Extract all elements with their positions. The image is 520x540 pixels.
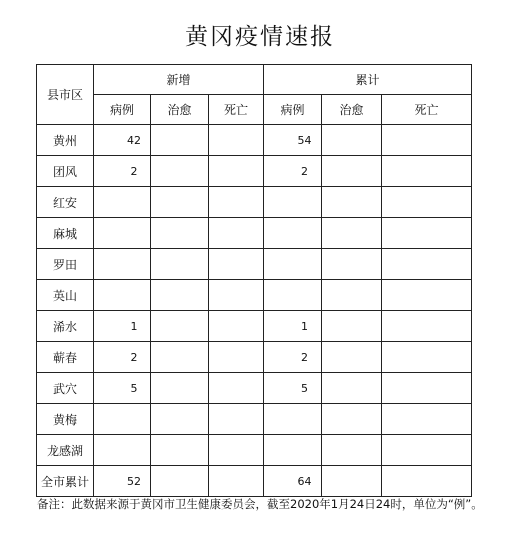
value-cell bbox=[209, 342, 264, 373]
value-cell bbox=[322, 280, 382, 311]
district-name-cell: 浠水 bbox=[37, 311, 94, 342]
value-cell: 2 bbox=[264, 342, 322, 373]
value-cell: 2 bbox=[94, 156, 151, 187]
value-cell bbox=[151, 342, 209, 373]
value-cell bbox=[209, 218, 264, 249]
value-cell bbox=[382, 125, 472, 156]
district-name-cell: 英山 bbox=[37, 280, 94, 311]
value-cell bbox=[151, 311, 209, 342]
value-cell bbox=[209, 280, 264, 311]
value-cell bbox=[209, 373, 264, 404]
value-cell bbox=[322, 311, 382, 342]
value-cell bbox=[151, 404, 209, 435]
value-cell bbox=[264, 249, 322, 280]
value-cell bbox=[151, 280, 209, 311]
value-cell bbox=[322, 249, 382, 280]
district-name-cell: 龙感湖 bbox=[37, 435, 94, 466]
value-cell bbox=[151, 218, 209, 249]
table-header-row bbox=[37, 65, 472, 95]
value-cell bbox=[322, 435, 382, 466]
table-row bbox=[37, 342, 472, 373]
value-cell bbox=[151, 373, 209, 404]
value-cell bbox=[264, 187, 322, 218]
value-cell bbox=[264, 218, 322, 249]
value-cell bbox=[264, 280, 322, 311]
value-cell bbox=[382, 280, 472, 311]
value-cell bbox=[151, 466, 209, 497]
value-cell bbox=[322, 125, 382, 156]
table-row bbox=[37, 404, 472, 435]
value-cell bbox=[209, 125, 264, 156]
table-row bbox=[37, 373, 472, 404]
value-cell bbox=[209, 466, 264, 497]
value-cell bbox=[94, 187, 151, 218]
table-row bbox=[37, 466, 472, 497]
district-name-cell: 黄州 bbox=[37, 125, 94, 156]
value-cell: 1 bbox=[94, 311, 151, 342]
value-cell bbox=[322, 466, 382, 497]
value-cell bbox=[151, 125, 209, 156]
value-cell bbox=[264, 435, 322, 466]
value-cell: 42 bbox=[94, 125, 151, 156]
value-cell: 2 bbox=[264, 156, 322, 187]
table-row bbox=[37, 249, 472, 280]
district-name-cell: 武穴 bbox=[37, 373, 94, 404]
district-name-cell: 全市累计 bbox=[37, 466, 94, 497]
value-cell bbox=[382, 404, 472, 435]
value-cell bbox=[382, 249, 472, 280]
value-cell bbox=[382, 466, 472, 497]
value-cell bbox=[151, 435, 209, 466]
table-row bbox=[37, 156, 472, 187]
table-row bbox=[37, 125, 472, 156]
district-name-cell: 罗田 bbox=[37, 249, 94, 280]
value-cell: 5 bbox=[264, 373, 322, 404]
column-header: 病例 bbox=[94, 95, 151, 125]
district-name-cell: 团风 bbox=[37, 156, 94, 187]
column-header: 死亡 bbox=[382, 95, 472, 125]
value-cell bbox=[94, 280, 151, 311]
column-header: 病例 bbox=[264, 95, 322, 125]
value-cell bbox=[94, 404, 151, 435]
value-cell bbox=[382, 218, 472, 249]
district-name-cell: 黄梅 bbox=[37, 404, 94, 435]
total-group-header: 累计 bbox=[264, 65, 472, 95]
epidemic-report-table bbox=[36, 64, 472, 497]
page-title: 黄冈疫情速报 bbox=[185, 24, 335, 50]
table-subheader-row bbox=[37, 95, 472, 125]
value-cell bbox=[322, 218, 382, 249]
district-name-cell: 红安 bbox=[37, 187, 94, 218]
value-cell bbox=[382, 187, 472, 218]
value-cell bbox=[264, 404, 322, 435]
value-cell bbox=[382, 435, 472, 466]
district-header: 县市区 bbox=[37, 65, 94, 125]
value-cell bbox=[382, 311, 472, 342]
table-row bbox=[37, 280, 472, 311]
value-cell bbox=[209, 404, 264, 435]
column-header: 治愈 bbox=[322, 95, 382, 125]
column-header: 治愈 bbox=[151, 95, 209, 125]
value-cell bbox=[151, 187, 209, 218]
footnote: 备注：此数据来源于黄冈市卫生健康委员会，截至2020年1月24日24时，单位为“例”。 bbox=[37, 497, 483, 511]
value-cell bbox=[382, 342, 472, 373]
value-cell bbox=[209, 187, 264, 218]
value-cell bbox=[94, 218, 151, 249]
value-cell: 52 bbox=[94, 466, 151, 497]
value-cell bbox=[322, 187, 382, 218]
value-cell bbox=[322, 404, 382, 435]
value-cell bbox=[209, 435, 264, 466]
value-cell bbox=[382, 373, 472, 404]
value-cell bbox=[94, 249, 151, 280]
value-cell: 5 bbox=[94, 373, 151, 404]
district-name-cell: 蕲春 bbox=[37, 342, 94, 373]
table-row bbox=[37, 311, 472, 342]
value-cell bbox=[322, 342, 382, 373]
value-cell bbox=[94, 435, 151, 466]
new-group-header: 新增 bbox=[94, 65, 264, 95]
value-cell bbox=[209, 156, 264, 187]
value-cell bbox=[322, 156, 382, 187]
value-cell bbox=[209, 249, 264, 280]
value-cell bbox=[151, 156, 209, 187]
table-row bbox=[37, 435, 472, 466]
district-name-cell: 麻城 bbox=[37, 218, 94, 249]
value-cell bbox=[382, 156, 472, 187]
table-row bbox=[37, 218, 472, 249]
table-row bbox=[37, 187, 472, 218]
value-cell: 1 bbox=[264, 311, 322, 342]
value-cell bbox=[322, 373, 382, 404]
value-cell: 2 bbox=[94, 342, 151, 373]
column-header: 死亡 bbox=[209, 95, 264, 125]
value-cell: 54 bbox=[264, 125, 322, 156]
value-cell bbox=[209, 311, 264, 342]
value-cell: 64 bbox=[264, 466, 322, 497]
value-cell bbox=[151, 249, 209, 280]
